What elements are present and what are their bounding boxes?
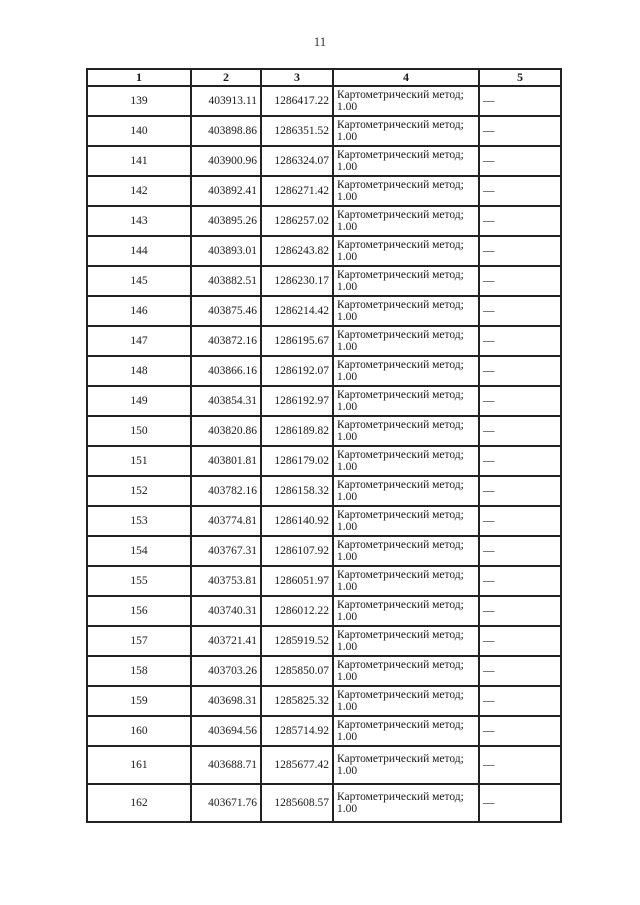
coordinate-y: 1286140.92 xyxy=(261,506,333,536)
method-text: Картометрический метод; xyxy=(337,659,464,671)
coordinate-y: 1285919.52 xyxy=(261,626,333,656)
method-text: Картометрический метод; xyxy=(337,389,464,401)
point-number: 157 xyxy=(87,626,191,656)
coordinate-y: 1286107.92 xyxy=(261,536,333,566)
coordinate-y: 1286158.32 xyxy=(261,476,333,506)
coordinate-x: 403900.96 xyxy=(191,146,261,176)
header-col-5: 5 xyxy=(479,69,561,86)
point-number: 147 xyxy=(87,326,191,356)
table-row xyxy=(87,116,561,146)
accuracy-value: 1.00 xyxy=(337,551,358,563)
coordinate-y: 1285608.57 xyxy=(261,784,333,822)
method-cell xyxy=(333,536,479,566)
point-number: 159 xyxy=(87,686,191,716)
table-row xyxy=(87,596,561,626)
accuracy-value: 1.00 xyxy=(337,311,358,323)
coordinate-x: 403740.31 xyxy=(191,596,261,626)
accuracy-value: 1.00 xyxy=(337,101,358,113)
accuracy-value: 1.00 xyxy=(337,581,358,593)
coordinate-y: 1286012.22 xyxy=(261,596,333,626)
coordinate-x: 403820.86 xyxy=(191,416,261,446)
note-cell: — xyxy=(479,386,561,416)
header-col-3: 3 xyxy=(261,69,333,86)
method-cell xyxy=(333,784,479,822)
table-row xyxy=(87,206,561,236)
method-cell xyxy=(333,656,479,686)
accuracy-value: 1.00 xyxy=(337,371,358,383)
note-cell: — xyxy=(479,416,561,446)
method-text: Картометрический метод; xyxy=(337,239,464,251)
accuracy-value: 1.00 xyxy=(337,765,358,777)
note-cell: — xyxy=(479,296,561,326)
coordinate-y: 1286257.02 xyxy=(261,206,333,236)
table-row xyxy=(87,386,561,416)
coordinate-x: 403703.26 xyxy=(191,656,261,686)
table-row xyxy=(87,446,561,476)
method-text: Картометрический метод; xyxy=(337,791,464,803)
method-text: Картометрический метод; xyxy=(337,149,464,161)
method-text: Картометрический метод; xyxy=(337,599,464,611)
coordinate-y: 1286195.67 xyxy=(261,326,333,356)
method-cell xyxy=(333,566,479,596)
note-cell: — xyxy=(479,446,561,476)
point-number: 139 xyxy=(87,86,191,116)
note-cell: — xyxy=(479,656,561,686)
coordinate-y: 1286417.22 xyxy=(261,86,333,116)
point-number: 148 xyxy=(87,356,191,386)
table-row xyxy=(87,236,561,266)
header-col-2: 2 xyxy=(191,69,261,86)
point-number: 151 xyxy=(87,446,191,476)
coordinate-y: 1286192.07 xyxy=(261,356,333,386)
accuracy-value: 1.00 xyxy=(337,521,358,533)
coordinate-y: 1285714.92 xyxy=(261,716,333,746)
method-text: Картометрический метод; xyxy=(337,719,464,731)
note-cell: — xyxy=(479,784,561,822)
coordinate-y: 1286230.17 xyxy=(261,266,333,296)
coordinate-y: 1285677.42 xyxy=(261,746,333,784)
coordinate-x: 403895.26 xyxy=(191,206,261,236)
method-cell xyxy=(333,746,479,784)
table-body xyxy=(87,86,561,822)
method-cell xyxy=(333,206,479,236)
method-text: Картометрический метод; xyxy=(337,209,464,221)
coordinate-y: 1286243.82 xyxy=(261,236,333,266)
note-cell: — xyxy=(479,326,561,356)
header-row xyxy=(87,69,561,86)
accuracy-value: 1.00 xyxy=(337,671,358,683)
note-cell: — xyxy=(479,116,561,146)
point-number: 141 xyxy=(87,146,191,176)
note-cell: — xyxy=(479,206,561,236)
coordinate-x: 403892.41 xyxy=(191,176,261,206)
coordinate-y: 1286324.07 xyxy=(261,146,333,176)
method-text: Картометрический метод; xyxy=(337,689,464,701)
accuracy-value: 1.00 xyxy=(337,401,358,413)
accuracy-value: 1.00 xyxy=(337,131,358,143)
coordinate-x: 403875.46 xyxy=(191,296,261,326)
table-row xyxy=(87,266,561,296)
header-col-4: 4 xyxy=(333,69,479,86)
point-number: 155 xyxy=(87,566,191,596)
method-text: Картометрический метод; xyxy=(337,359,464,371)
note-cell: — xyxy=(479,566,561,596)
method-text: Картометрический метод; xyxy=(337,419,464,431)
method-text: Картометрический метод; xyxy=(337,509,464,521)
coordinate-x: 403782.16 xyxy=(191,476,261,506)
point-number: 153 xyxy=(87,506,191,536)
note-cell: — xyxy=(479,86,561,116)
accuracy-value: 1.00 xyxy=(337,701,358,713)
coordinate-y: 1285850.07 xyxy=(261,656,333,686)
note-cell: — xyxy=(479,596,561,626)
method-cell xyxy=(333,626,479,656)
table-row xyxy=(87,716,561,746)
coordinate-x: 403774.81 xyxy=(191,506,261,536)
method-cell xyxy=(333,326,479,356)
coordinate-x: 403688.71 xyxy=(191,746,261,784)
table-row xyxy=(87,146,561,176)
point-number: 160 xyxy=(87,716,191,746)
coordinate-x: 403671.76 xyxy=(191,784,261,822)
coordinate-y: 1286051.97 xyxy=(261,566,333,596)
table-row xyxy=(87,476,561,506)
note-cell: — xyxy=(479,236,561,266)
point-number: 142 xyxy=(87,176,191,206)
method-text: Картометрический метод; xyxy=(337,119,464,131)
method-text: Картометрический метод; xyxy=(337,753,464,765)
point-number: 145 xyxy=(87,266,191,296)
accuracy-value: 1.00 xyxy=(337,161,358,173)
method-text: Картометрический метод; xyxy=(337,89,464,101)
table-row xyxy=(87,656,561,686)
method-cell xyxy=(333,716,479,746)
method-cell xyxy=(333,86,479,116)
table-row xyxy=(87,626,561,656)
coordinate-x: 403694.56 xyxy=(191,716,261,746)
method-cell xyxy=(333,446,479,476)
point-number: 158 xyxy=(87,656,191,686)
coordinate-x: 403872.16 xyxy=(191,326,261,356)
coordinate-y: 1286179.02 xyxy=(261,446,333,476)
point-number: 161 xyxy=(87,746,191,784)
point-number: 154 xyxy=(87,536,191,566)
note-cell: — xyxy=(479,476,561,506)
method-text: Картометрический метод; xyxy=(337,539,464,551)
point-number: 150 xyxy=(87,416,191,446)
coordinate-y: 1286351.52 xyxy=(261,116,333,146)
point-number: 144 xyxy=(87,236,191,266)
table-row xyxy=(87,296,561,326)
coordinate-x: 403882.51 xyxy=(191,266,261,296)
point-number: 152 xyxy=(87,476,191,506)
coordinate-y: 1286214.42 xyxy=(261,296,333,326)
accuracy-value: 1.00 xyxy=(337,461,358,473)
coordinate-x: 403913.11 xyxy=(191,86,261,116)
page-number: 11 xyxy=(313,34,327,49)
accuracy-value: 1.00 xyxy=(337,803,358,815)
accuracy-value: 1.00 xyxy=(337,611,358,623)
accuracy-value: 1.00 xyxy=(337,221,358,233)
note-cell: — xyxy=(479,506,561,536)
method-text: Картометрический метод; xyxy=(337,299,464,311)
method-cell xyxy=(333,356,479,386)
point-number: 140 xyxy=(87,116,191,146)
table-header xyxy=(87,69,561,86)
accuracy-value: 1.00 xyxy=(337,251,358,263)
accuracy-value: 1.00 xyxy=(337,491,358,503)
method-text: Картометрический метод; xyxy=(337,569,464,581)
method-cell xyxy=(333,266,479,296)
method-cell xyxy=(333,686,479,716)
table-row xyxy=(87,784,561,822)
coordinate-y: 1286189.82 xyxy=(261,416,333,446)
method-text: Картометрический метод; xyxy=(337,449,464,461)
coordinate-x: 403698.31 xyxy=(191,686,261,716)
method-cell xyxy=(333,596,479,626)
method-text: Картометрический метод; xyxy=(337,269,464,281)
accuracy-value: 1.00 xyxy=(337,191,358,203)
table-row xyxy=(87,506,561,536)
method-text: Картометрический метод; xyxy=(337,329,464,341)
method-cell xyxy=(333,506,479,536)
method-cell xyxy=(333,416,479,446)
accuracy-value: 1.00 xyxy=(337,431,358,443)
note-cell: — xyxy=(479,356,561,386)
note-cell: — xyxy=(479,746,561,784)
method-cell xyxy=(333,116,479,146)
point-number: 149 xyxy=(87,386,191,416)
method-cell xyxy=(333,386,479,416)
table-row xyxy=(87,746,561,784)
coordinate-x: 403893.01 xyxy=(191,236,261,266)
method-cell xyxy=(333,236,479,266)
coordinate-x: 403753.81 xyxy=(191,566,261,596)
method-cell xyxy=(333,146,479,176)
note-cell: — xyxy=(479,146,561,176)
note-cell: — xyxy=(479,626,561,656)
table-row xyxy=(87,176,561,206)
method-cell xyxy=(333,296,479,326)
coordinate-x: 403866.16 xyxy=(191,356,261,386)
coordinates-table xyxy=(86,68,562,823)
table-row xyxy=(87,416,561,446)
coordinate-x: 403898.86 xyxy=(191,116,261,146)
method-text: Картометрический метод; xyxy=(337,179,464,191)
accuracy-value: 1.00 xyxy=(337,731,358,743)
coordinate-x: 403767.31 xyxy=(191,536,261,566)
table-row xyxy=(87,86,561,116)
point-number: 156 xyxy=(87,596,191,626)
coordinate-x: 403721.41 xyxy=(191,626,261,656)
point-number: 162 xyxy=(87,784,191,822)
coordinate-x: 403801.81 xyxy=(191,446,261,476)
table-row xyxy=(87,536,561,566)
note-cell: — xyxy=(479,716,561,746)
accuracy-value: 1.00 xyxy=(337,341,358,353)
header-col-1: 1 xyxy=(87,69,191,86)
note-cell: — xyxy=(479,686,561,716)
method-text: Картометрический метод; xyxy=(337,629,464,641)
note-cell: — xyxy=(479,266,561,296)
table-row xyxy=(87,356,561,386)
method-cell xyxy=(333,176,479,206)
accuracy-value: 1.00 xyxy=(337,641,358,653)
table-row xyxy=(87,326,561,356)
point-number: 146 xyxy=(87,296,191,326)
method-cell xyxy=(333,476,479,506)
table-row xyxy=(87,566,561,596)
coordinate-y: 1286271.42 xyxy=(261,176,333,206)
point-number: 143 xyxy=(87,206,191,236)
method-text: Картометрический метод; xyxy=(337,479,464,491)
accuracy-value: 1.00 xyxy=(337,281,358,293)
note-cell: — xyxy=(479,536,561,566)
coordinate-y: 1286192.97 xyxy=(261,386,333,416)
coordinate-y: 1285825.32 xyxy=(261,686,333,716)
coordinate-x: 403854.31 xyxy=(191,386,261,416)
note-cell: — xyxy=(479,176,561,206)
table-row xyxy=(87,686,561,716)
